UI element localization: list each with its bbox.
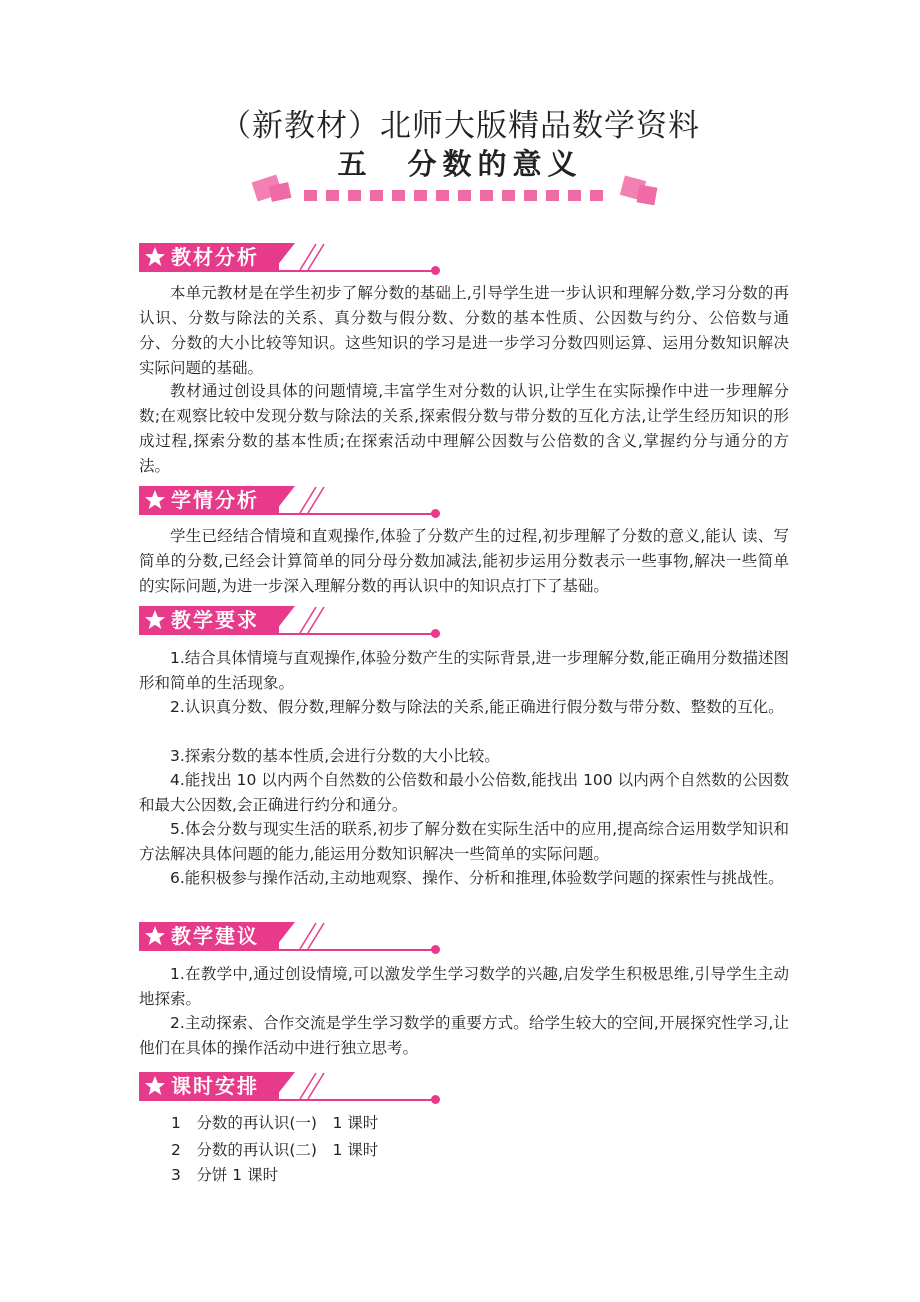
header-dot [431,629,440,638]
slash-decoration [294,606,334,634]
requirement-item: 6.能积极参与操作活动,主动地观察、操作、分析和推理,体验数学问题的探索性与挑战性。 [170,869,784,887]
section-title: 学情分析 [171,488,259,512]
header-dot [431,945,440,954]
header-dot [431,509,440,518]
star-icon [143,488,167,512]
slash-decoration [294,486,334,514]
requirement-item: 3.探索分数的基本性质,会进行分数的大小比较。 [170,747,500,765]
requirement-item: 4.能找出 10 以内两个自然数的公倍数和最小公倍数,能找出 100 以内两个自然数的公因数和最大公因数,会正确进行约分和通分。 [139,771,789,814]
section-header-analysis [139,243,449,271]
analysis-paragraph-2: 教材通过创设具体的问题情境,丰富学生对分数的认识,让学生在实际操作中进一步理解分数;在观察比较中发现分数与除法的关系,探索假分数与带分数的互化方法,让学生经历知识的形成过程,探索分数的基本性质;在探索活动中理解公因数与公倍数的含义,掌握约分与通分的方法。 [139,382,789,475]
suggestion-item: 1.在教学中,通过创设情境,可以激发学生学习数学的兴趣,启发学生积极思维,引导学生主动地探索。 [139,965,789,1008]
slash-decoration [294,1072,334,1100]
situation-paragraph: 学生已经结合情境和直观操作,体验了分数产生的过程,初步理解了分数的意义,能认 读、写简单的分数,已经会计算简单的同分母分数加减法,能初步运用分数表示一些事物,解决一些简单的实际问题,为进一步深入理解分数的再认识中的知识点打下了基础。 [139,527,789,595]
section-header-schedule [139,1072,449,1100]
document-title: （新教材）北师大版精品数学资料 [220,108,700,144]
suggestion-item: 2.主动探索、合作交流是学生学习数学的重要方式。给学生较大的空间,开展探究性学习,让他们在具体的操作活动中进行独立思考。 [139,1014,789,1057]
unit-title: 五 分数的意义 [337,147,583,181]
header-dot [431,1095,440,1104]
requirement-item: 2.认识真分数、假分数,理解分数与除法的关系,能正确进行假分数与带分数、整数的互化。 [170,698,784,716]
header-underline [139,633,435,635]
header-bar-tip [273,922,295,950]
header-dot [431,266,440,275]
header-underline [139,270,435,272]
star-icon [143,924,167,948]
header-underline [139,949,435,951]
header-underline [139,513,435,515]
section-title: 教材分析 [171,245,259,269]
star-icon [143,245,167,269]
section-title: 教学建议 [171,924,259,948]
star-icon [143,1074,167,1098]
section-header-situation [139,486,449,514]
schedule-item: 2 分数的再认识(二) 1 课时 [171,1141,379,1159]
header-bar-tip [273,606,295,634]
slash-decoration [294,922,334,950]
header-bar-tip [273,1072,295,1100]
schedule-item: 1 分数的再认识(一) 1 课时 [171,1114,379,1132]
star-icon [143,608,167,632]
schedule-item: 3 分饼 1 课时 [171,1166,279,1184]
title-decoration [240,172,680,212]
slash-decoration [294,243,334,271]
requirement-item: 5.体会分数与现实生活的联系,初步了解分数在实际生活中的应用,提高综合运用数学知识和方法解决具体问题的能力,能运用分数知识解决一些简单的实际问题。 [139,820,789,863]
header-bar-tip [273,243,295,271]
requirement-item: 1.结合具体情境与直观操作,体验分数产生的实际背景,进一步理解分数,能正确用分数描述图形和简单的生活现象。 [139,649,789,692]
analysis-paragraph-1: 本单元教材是在学生初步了解分数的基础上,引导学生进一步认识和理解分数,学习分数的再认识、分数与除法的关系、真分数与假分数、分数的基本性质、公因数与约分、公倍数与通分、分数的大小比较等知识。这些知识的学习是进一步学习分数四则运算、运用分数知识解决实际问题的基础。 [139,284,789,377]
section-header-requirements [139,606,449,634]
section-title: 课时安排 [171,1074,259,1098]
section-title: 教学要求 [171,608,259,632]
section-header-suggestions [139,922,449,950]
header-underline [139,1099,435,1101]
header-bar-tip [273,486,295,514]
